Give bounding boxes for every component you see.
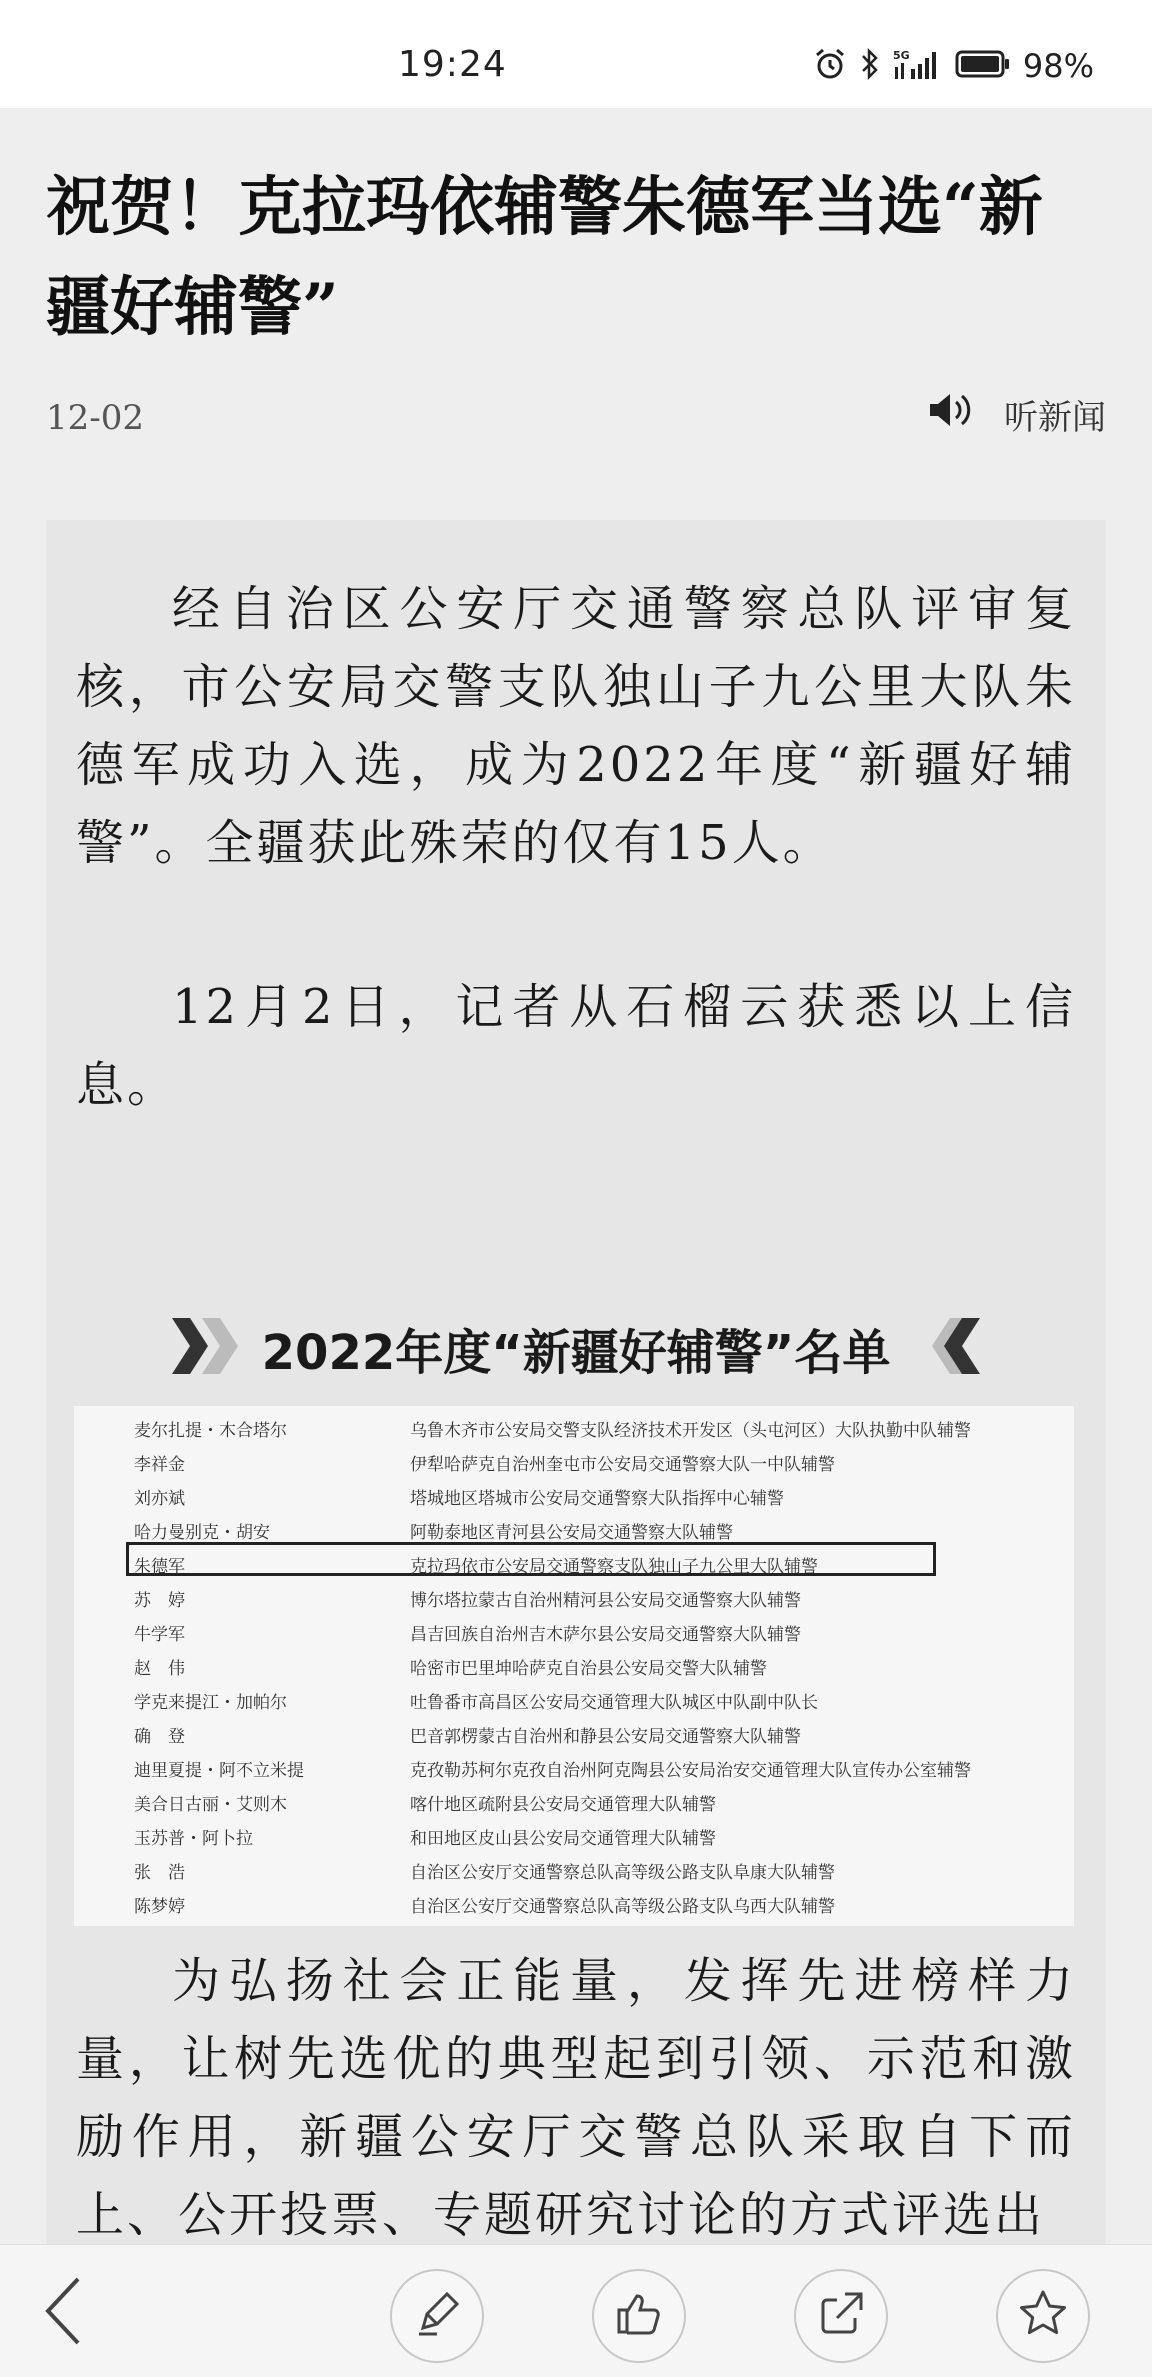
name-list-name: 牛学军 <box>134 1625 185 1645</box>
paragraph: 12月2日，记者从石榴云获悉以上信息。 <box>76 979 1076 1113</box>
name-list-unit: 昌吉回族自治州吉木萨尔县公安局交通警察大队辅警 <box>410 1625 801 1645</box>
name-list-image <box>74 1406 1074 1926</box>
article-title: 祝贺！克拉玛依辅警朱德军当选“新疆好辅警” <box>46 170 1043 345</box>
battery-percent: 98% <box>1022 47 1094 85</box>
name-list-row <box>74 1886 1074 1920</box>
name-list-unit: 伊犁哈萨克自治州奎屯市公安局交通警察大队一中队辅警 <box>410 1455 835 1475</box>
name-list-name: 朱德军 <box>134 1557 185 1577</box>
name-list-name: 学克来提江・加帕尔 <box>134 1693 287 1713</box>
favorite-button[interactable] <box>996 2269 1090 2363</box>
signal-icon <box>893 47 943 85</box>
name-list-row <box>74 1410 1074 1444</box>
article-body <box>46 520 1106 2244</box>
comment-button[interactable] <box>390 2269 484 2363</box>
name-list-row <box>74 1716 1074 1750</box>
name-list-name: 美合日古丽・艾则木 <box>134 1795 287 1815</box>
name-list-row <box>74 1580 1074 1614</box>
name-list-unit: 自治区公安厅交通警察总队高等级公路支队乌西大队辅警 <box>410 1897 835 1917</box>
name-list-row <box>74 1614 1074 1648</box>
name-list-row <box>74 1546 1074 1580</box>
name-list-name: 哈力曼别克・胡安 <box>134 1523 270 1543</box>
network-label: 5G <box>892 49 910 62</box>
chevron-right-decor-icon <box>166 1316 242 1380</box>
listen-news-button[interactable] <box>926 390 1106 439</box>
name-list-row <box>74 1818 1074 1852</box>
name-list-name: 陈梦婷 <box>134 1897 185 1917</box>
list-header <box>126 1308 1026 1388</box>
name-list-name: 确 登 <box>134 1727 185 1747</box>
back-icon <box>40 2334 84 2353</box>
like-button[interactable] <box>592 2269 686 2363</box>
name-list-name: 赵 伟 <box>134 1659 185 1679</box>
name-list-unit: 哈密市巴里坤哈萨克自治县公安局交警大队辅警 <box>410 1659 767 1679</box>
edit-comment-icon <box>411 2288 463 2344</box>
name-list-row <box>74 1852 1074 1886</box>
name-list-row <box>74 1478 1074 1512</box>
like-icon <box>613 2288 665 2344</box>
name-list-row <box>74 1648 1074 1682</box>
name-list-name: 麦尔扎提・木合塔尔 <box>134 1421 287 1441</box>
battery-icon <box>955 49 1011 83</box>
name-list-name: 张 浩 <box>134 1863 185 1883</box>
status-bar <box>0 0 1152 108</box>
name-list-unit: 阿勒泰地区青河县公安局交通警察大队辅警 <box>410 1523 733 1543</box>
listen-news-label: 听新闻 <box>1004 398 1106 438</box>
favorite-icon <box>1016 2287 1070 2345</box>
share-button[interactable] <box>794 2269 888 2363</box>
bottom-toolbar <box>0 2244 1152 2377</box>
name-list-unit: 克孜勒苏柯尔克孜自治州阿克陶县公安局治安交通管理大队宣传办公室辅警 <box>410 1761 971 1781</box>
alarm-icon <box>813 47 847 85</box>
chevron-left-decor-icon <box>910 1316 986 1380</box>
name-list-name: 苏 婷 <box>134 1591 185 1611</box>
status-time: 19:24 <box>398 44 507 85</box>
speaker-icon <box>926 390 982 439</box>
back-button[interactable] <box>40 2273 84 2353</box>
name-list-unit: 自治区公安厅交通警察总队高等级公路支队阜康大队辅警 <box>410 1863 835 1883</box>
article-date: 12-02 <box>46 398 145 438</box>
name-list-unit: 吐鲁番市高昌区公安局交通管理大队城区中队副中队长 <box>410 1693 818 1713</box>
name-list-row <box>74 1750 1074 1784</box>
paragraph: 经自治区公安厅交通警察总队评审复核，市公安局交警支队独山子九公里大队朱德军成功入选，成为2022年度“新疆好辅警”。全疆获此殊荣的仅有15人。 <box>76 581 1076 871</box>
name-list-row <box>74 1512 1074 1546</box>
name-list-name: 迪里夏提・阿不立米提 <box>134 1761 304 1781</box>
name-list-row <box>74 1784 1074 1818</box>
name-list-unit: 乌鲁木齐市公安局交警支队经济技术开发区（头屯河区）大队执勤中队辅警 <box>410 1421 971 1441</box>
paragraph: 为弘扬社会正能量，发挥先进榜样力量，让树先选优的典型起到引领、示范和激励作用，新疆公安厅交警总队采取自下而上、公开投票、专题研究讨论的方式评选出 <box>76 1953 1076 2243</box>
name-list-row <box>74 1444 1074 1478</box>
article-page <box>0 108 1152 2244</box>
name-list-unit: 巴音郭楞蒙古自治州和静县公安局交通警察大队辅警 <box>410 1727 801 1747</box>
name-list-unit: 喀什地区疏附县公安局交通管理大队辅警 <box>410 1795 716 1815</box>
name-list-unit: 克拉玛依市公安局交通警察支队独山子九公里大队辅警 <box>410 1557 818 1577</box>
share-icon <box>815 2288 867 2344</box>
name-list-name: 玉苏普・阿卜拉 <box>134 1829 253 1849</box>
name-list-unit: 博尔塔拉蒙古自治州精河县公安局交通警察大队辅警 <box>410 1591 801 1611</box>
status-icons <box>813 44 1094 88</box>
name-list-unit: 和田地区皮山县公安局交通管理大队辅警 <box>410 1829 716 1849</box>
name-list-name: 刘亦斌 <box>134 1489 185 1509</box>
name-list-name: 李祥金 <box>134 1455 185 1475</box>
name-list-row <box>74 1682 1074 1716</box>
list-header-text: 2022年度“新疆好辅警”名单 <box>261 1324 891 1381</box>
name-list-unit: 塔城地区塔城市公安局交通警察大队指挥中心辅警 <box>410 1489 784 1509</box>
bluetooth-icon <box>859 47 881 85</box>
